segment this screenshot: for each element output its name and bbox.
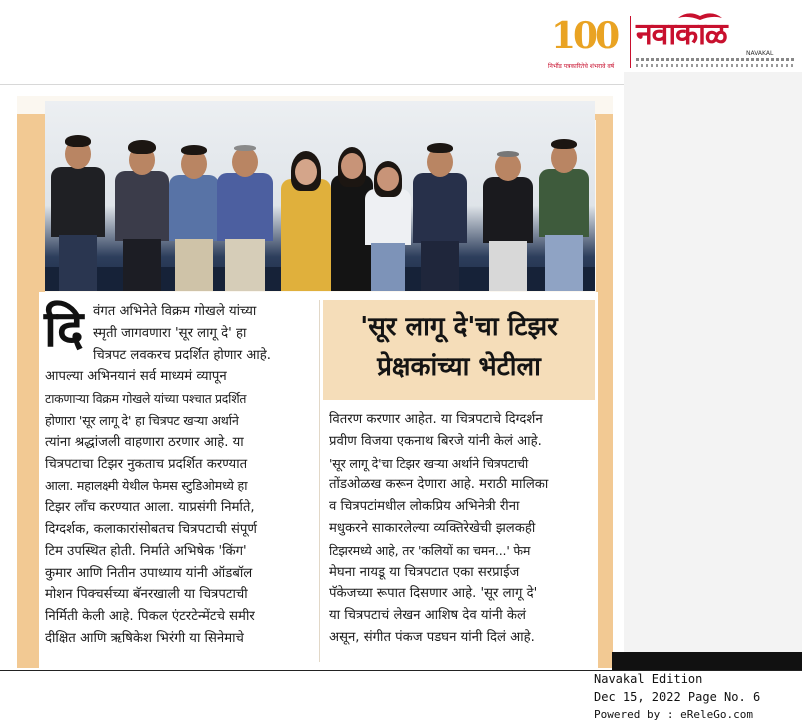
article-line: आपल्या अभिनयानं सर्व माध्यमं व्यापून (45, 369, 227, 385)
newspaper-brand: नवाकाळ (636, 17, 727, 52)
centenary-number: 100 (551, 15, 618, 57)
article-line: दिग्दर्शक, कलाकारांसोबतच चित्रपटाची संपूर्ण (45, 521, 257, 537)
masthead-fineprint (636, 58, 796, 61)
article-line: त्यांना श्रद्धांजली वाहणारा ठरणार आहे. या (45, 434, 244, 450)
article-line: पॅकेजच्या रूपात दिसणार आहे. 'सूर लागू दे' (329, 586, 538, 602)
headline-line-2: प्रेक्षकांच्या भेटीला (377, 352, 541, 382)
article-line: मधुकरने साकारलेल्या व्यक्तिरेखेची झलकही (329, 520, 536, 536)
photo-person (363, 149, 413, 291)
headline-line-1: 'सूर लागू दे'चा टिझर (360, 312, 558, 342)
photo-person (113, 125, 171, 291)
corner-block (612, 652, 802, 670)
powered-by-label: Powered by : eReleGo.com (594, 708, 753, 721)
photo-person (411, 125, 469, 291)
masthead-divider (630, 16, 631, 68)
photo-person (279, 135, 333, 291)
masthead-tagline: निर्भीड पत्रकारितेचे शंभरावे वर्ष (548, 63, 615, 70)
article-line: होणारा 'सूर लागू दे' हा चित्रपट खऱ्या अर्थाने (45, 412, 239, 428)
article-line: तोंडओळख करून देणारा आहे. मराठी मालिका (329, 477, 549, 493)
article-line: वंगत अभिनेते विक्रम गोखले यांच्या (93, 304, 257, 319)
centenary-logo (551, 14, 625, 60)
article-right-column (329, 409, 595, 649)
article-line: चित्रपटाचा टिझर नुकताच प्रदर्शित करण्यात (45, 456, 248, 472)
clipping-frame-right (596, 114, 613, 668)
article-line: असून, संगीत पंकज पडघन यांनी दिलं आहे. (329, 629, 535, 645)
article-line: निर्मिती केली आहे. पिकल एंटरटेन्मेंटचे समीर (45, 609, 255, 625)
article-line: टिम उपस्थित होती. निर्माते अभिषेक 'किंग' (45, 543, 247, 559)
article-line: मेघना नायडू या चित्रपटात एका सरप्राईज (329, 564, 520, 580)
article-line: या चित्रपटाचं लेखन आशिष देव यांनी केलं (329, 608, 526, 624)
photo-person (537, 123, 591, 291)
drop-cap: दि (44, 300, 84, 358)
article-headline (323, 300, 595, 400)
article-line: स्मृती जागवणारा 'सूर लागू दे' हा (93, 325, 247, 341)
masthead-fineprint-2 (636, 64, 796, 67)
article-line: कुमार आणि नितीन उपाध्याय यांनी ऑडबॉल (45, 565, 253, 581)
edition-label: Navakal Edition (594, 672, 703, 686)
article-line: दीक्षित आणि ऋषिकेश भिरंगी या सिनेमाचे (45, 630, 244, 646)
article-line: टाकणाऱ्या विक्रम गोखले यांच्या पश्चात प्रदर्शित (45, 391, 247, 407)
article-line: 'सूर लागू दे'चा टिझर खऱ्या अर्थाने चित्रपटाची (329, 455, 529, 471)
article-line: प्रवीण विजया एकनाथ बिरजे यांनी केलं आहे. (329, 433, 542, 449)
photo-person (215, 125, 275, 291)
column-divider (319, 300, 320, 662)
article-left-column (45, 301, 315, 650)
photo-person (481, 133, 535, 291)
date-page-label: Dec 15, 2022 Page No. 6 (594, 690, 761, 704)
article-line: आला. महालक्ष्मी येथील फेमस स्टुडिओमध्ये हा (45, 478, 248, 494)
article-line: चित्रपट लवकरच प्रदर्शित होणार आहे. (93, 347, 271, 363)
photo-person (49, 121, 107, 291)
newspaper-brand-english: NAVAKAL (746, 50, 774, 57)
article-line: टिझर लाँच करण्यात आला. याप्रसंगी निर्माते, (45, 500, 255, 516)
article-line: टिझरमध्ये आहे, तर 'कलियों का चमन...' फेम (329, 542, 531, 558)
side-panel (624, 72, 802, 670)
article-line: व चित्रपटांमधील लोकप्रिय अभिनेत्री रीना (329, 499, 520, 515)
article-line: मोशन पिक्चर्सच्या बॅनरखाली या चित्रपटाची (45, 587, 248, 603)
article-photo (45, 101, 595, 291)
photo-person (167, 127, 221, 291)
article-line: वितरण करणार आहेत. या चित्रपटाचे दिग्दर्शन (329, 412, 543, 427)
